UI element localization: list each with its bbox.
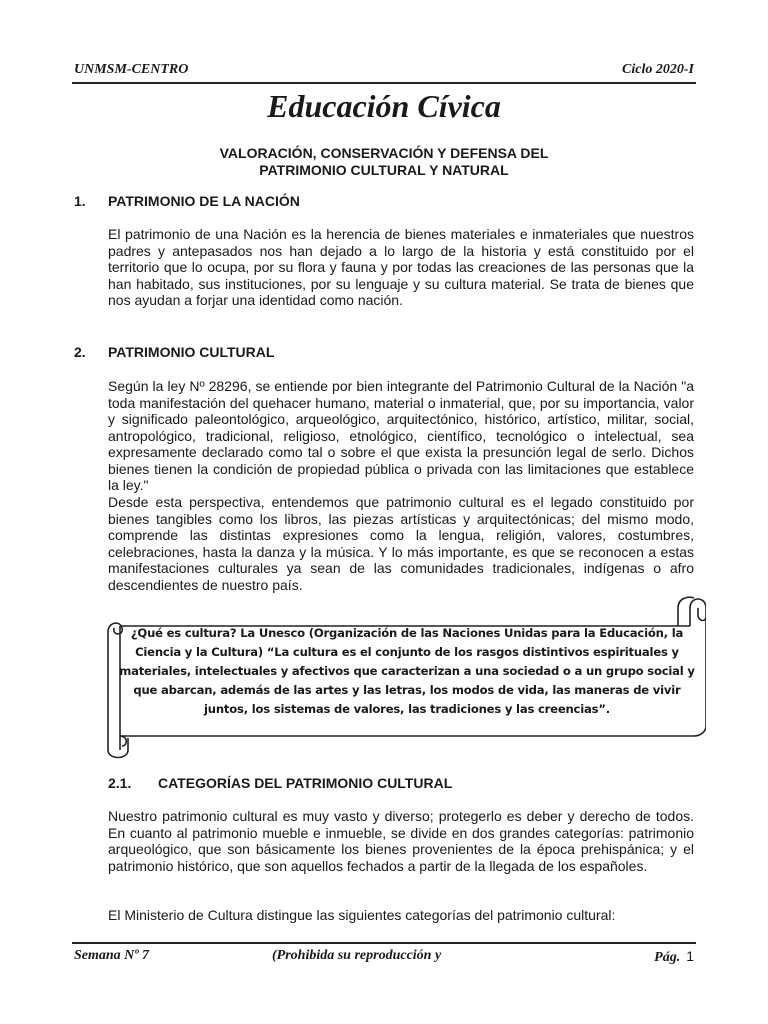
footer-page-number: 1 — [686, 948, 694, 964]
footer-page — [654, 948, 694, 966]
page-footer — [72, 942, 696, 966]
document-subtitle — [150, 145, 618, 179]
page-title: Educación Cívica — [267, 88, 501, 124]
footer-notice: (Prohibida su reproducción y — [272, 948, 442, 963]
page-header — [72, 62, 696, 84]
footer-page-label: Pág. — [654, 950, 681, 965]
section-number: 2. — [74, 344, 86, 360]
section-2-paragraph-1: Según la ley Nº 28296, se entiende por bien integrante del Patrimonio Cultural de la Nación "a toda manifestación del quehacer humano, material o inmaterial, que, por su importancia, valor y significado paleontológico, arqueológico, arquitectónico, histórico, artístico, militar, social, antropológico, tradicional, religioso, etnológico, científico, tecnológico o intelectual, sea expresamente declarado como tal o sobre el que exista la presunción legal de serlo. Dichos bienes tienen la condición de propiedad pública o privada con las limitaciones que establece la ley." — [108, 378, 694, 493]
section-title: CATEGORÍAS DEL PATRIMONIO CULTURAL — [158, 775, 453, 791]
section-1-paragraph: El patrimonio de una Nación es la herencia de bienes materiales e inmateriales que nuestros padres y antepasados nos han dejado a lo largo de la historia y está constituido por el territorio que lo ocupa, por su flora y fauna y por todas las creaciones de las personas que la han habitado, sus instituciones, por su lenguaje y su cultura material. Se trata de bienes que nos ayudan a forjar una identidad como nación. — [108, 226, 694, 308]
section-title: PATRIMONIO CULTURAL — [108, 344, 275, 360]
footer-week: Semana Nº 7 — [74, 948, 149, 963]
section-2-paragraph-2: Desde esta perspectiva, entendemos que patrimonio cultural es el legado constituido por bienes tangibles como los libros, las piezas artísticas y arquitectónicas; del mismo modo, comprende las distintas expresiones como la lengua, religión, valores, costumbres, celebraciones, hasta la danza y la música. Y lo más importante, es que se reconocen a estas manifestaciones culturales ya sean de las comunidades tradicionales, indígenas o afro descendientes de nuestro país. — [108, 494, 694, 593]
section-number: 2.1. — [108, 775, 132, 791]
subtitle-line-1: VALORACIÓN, CONSERVACIÓN Y DEFENSA DEL — [219, 145, 549, 161]
section-number: 1. — [74, 193, 86, 209]
header-institution: UNMSM-CENTRO — [74, 62, 189, 77]
header-cycle: Ciclo 2020-I — [622, 62, 694, 77]
subtitle-line-2: PATRIMONIO CULTURAL Y NATURAL — [259, 162, 509, 178]
section-2-1-paragraph-1: Nuestro patrimonio cultural es muy vasto y diverso; protegerlo es deber y derecho de todos. En cuanto al patrimonio mueble e inmueble, se divide en dos grandes categorías: patrimonio arqueológico, que son básicamente los bienes provenientes de la época prehispánica; y el patrimonio histórico, que son aquellos fechados a partir de la llegada de los españoles. — [108, 808, 694, 874]
culture-definition-callout: ¿Qué es cultura? La Unesco (Organización de las Naciones Unidas para la Educación, la Ciencia y la Cultura) “La cultura es el conjunto de los rasgos distintivos espirituales y materiales, intelectuales y afectivos que caracterizan a una sociedad o a un grupo social y que abarcan, además de las artes y las letras, los modos de vida, las maneras de vivir juntos, los sistemas de valores, las tradiciones y las creencias”. — [119, 626, 695, 716]
section-title: PATRIMONIO DE LA NACIÓN — [108, 193, 300, 209]
section-2-1-paragraph-2: El Ministerio de Cultura distingue las siguientes categorías del patrimonio cultural: — [108, 907, 616, 923]
